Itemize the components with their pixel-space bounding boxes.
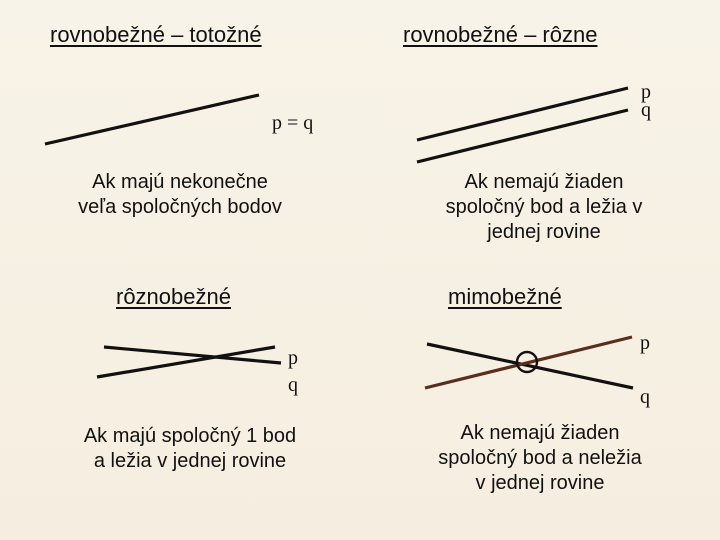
title-rovnobezne-rozne: rovnobežné – rôzne [403,22,598,47]
caption-line: jednej rovine [487,221,601,243]
line-p-equals-q [45,95,259,144]
caption-line: veľa spoločných bodov [78,196,282,218]
label-p: p [641,81,651,103]
caption-line: spoločný bod a ležia v [445,196,643,218]
caption-line: a ležia v jednej rovine [93,450,287,472]
line-p [417,88,628,140]
caption-line: Ak nemajú žiaden [464,171,624,193]
caption-top-right [384,170,704,245]
label-q: q [288,374,298,396]
title-roznobezne: rôznobežné [116,284,231,309]
title-rovnobezne-totozne: rovnobežné – totožné [50,22,262,47]
line-q [417,110,628,162]
caption-line: Ak majú nekonečne [92,171,268,193]
caption-line: spoločný bod a neležia [438,447,642,469]
caption-line: Ak majú spoločný 1 bod [83,425,297,447]
label-q: q [640,386,650,408]
label-p: p [288,347,298,369]
caption-line: v jednej rovine [475,472,605,494]
line-q [97,347,275,377]
caption-line: Ak nemajú žiaden [460,422,620,444]
caption-bottom-left [30,424,350,474]
caption-top-left [20,170,340,220]
caption-bottom-right [380,421,700,496]
label-p: p [640,332,650,354]
label-p-equals-q: p = q [272,112,314,134]
label-q: q [641,99,651,121]
title-mimobezne: mimobežné [448,284,562,309]
